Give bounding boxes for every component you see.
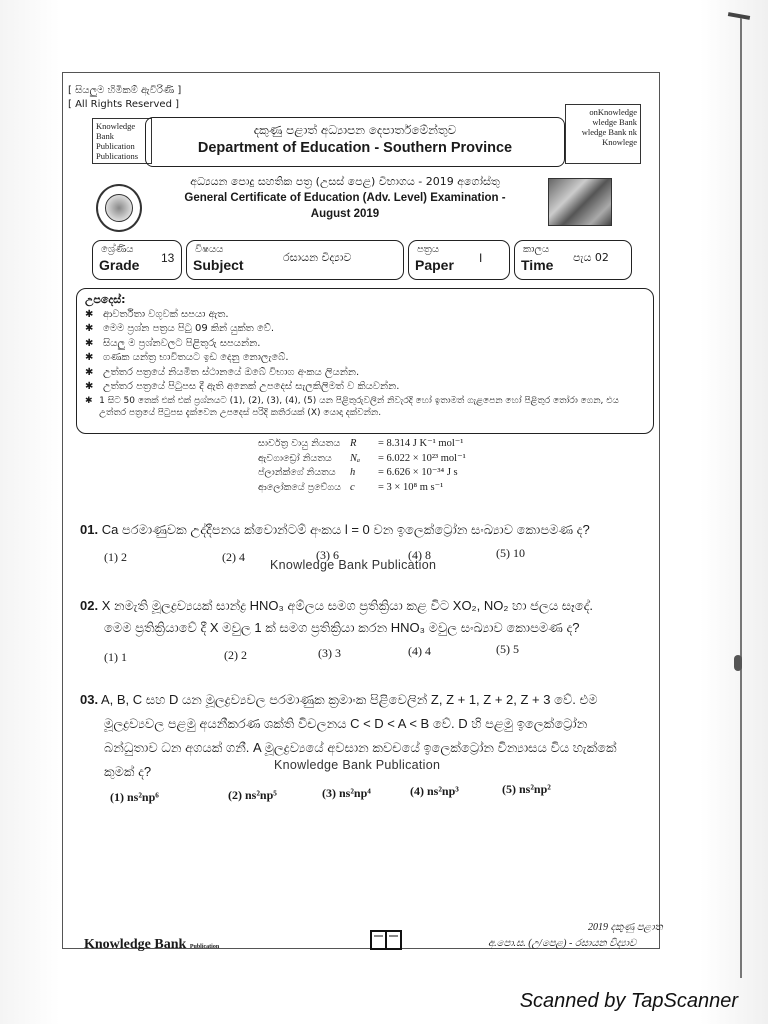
- instruction-item: ✱ ගණක යන්ත්‍ර භාවිතයට ඉඩ දෙනු නොලැබේ.: [85, 352, 289, 363]
- q2-option-4: (4) 4: [408, 644, 431, 658]
- grade-value: 13: [161, 251, 175, 265]
- footer-subject: අ.පො.ස. (උ/පෙළ) - රසායන විද්‍යාව: [488, 938, 637, 949]
- constant-row: ප්ලාන්ක්ගේ නියතය h = 6.626 × 10⁻³⁴ J s: [258, 467, 458, 478]
- footer-year-province: 2019 දකුණු පළාත: [588, 922, 663, 933]
- question-1: 01. Ca පරමාණුවක උද්දීපනය ක්වොන්ටම් අංකය l = 0 වන ඉලෙක්ට්‍රෝන සංඛ්‍යාව කොපමණ ද?: [80, 522, 590, 537]
- instructions-title: උපදෙස්:: [85, 293, 126, 306]
- q2-option-1: (1) 1: [104, 650, 127, 664]
- publisher-footer: Knowledge Bank Publication: [84, 937, 220, 952]
- subject-box: [186, 240, 404, 280]
- department-sinhala: දකුණු පළාත් අධ්‍යාපන දෙපාර්තමේන්තුව: [253, 123, 457, 137]
- department-header: [145, 117, 565, 167]
- question-3-line-2: මූලද්‍රව්‍යවල පළමු අයනීකරණ ශක්ති විචලනය C < D < A < B වේ. D හි පළමු ඉලෙක්ට්‍රෝන: [104, 716, 588, 731]
- q2-option-5: (5) 5: [496, 642, 519, 656]
- subject-label-si: විෂයය: [195, 244, 224, 255]
- scanner-watermark: Scanned by TapScanner: [519, 990, 738, 1012]
- instruction-item: ✱ මෙම ප්‍රශ්න පත්‍රය පිටු 09 කින් යුක්ත වේ.: [85, 323, 275, 334]
- q2-option-3: (3) 3: [318, 646, 341, 660]
- subject-value: රසායන විද්‍යාව: [283, 251, 352, 264]
- instruction-item: ✱ උත්තර පත්‍රයේ නියමිත ස්ථානයේ ඔබේ විභාග අංකය ලියන්න.: [85, 366, 360, 378]
- q1-option-3: (3) 6: [316, 548, 339, 562]
- exam-title-english-2: August 2019: [310, 208, 380, 220]
- paper-label-en: Paper: [415, 257, 454, 273]
- instruction-item: ✱ ආවර්තිතා වගුවක් සපයා ඇත.: [85, 308, 229, 320]
- constant-row: සාර්වත්‍ර වායු නියතය R = 8.314 J K⁻¹ mol⁻¹: [258, 438, 464, 449]
- q3-option-4: (4) ns²np³: [410, 784, 459, 798]
- q1-option-4: (4) 8: [408, 548, 431, 562]
- q1-option-2: (2) 4: [222, 550, 245, 564]
- government-emblem-icon: [96, 184, 142, 232]
- page-edge-line: [740, 18, 742, 978]
- paper-value: I: [479, 251, 483, 265]
- q3-option-2: (2) ns²np⁵: [228, 788, 277, 802]
- question-3-line-1: 03. A, B, C සහ D යන මූලද්‍රව්‍යවල පරමාණුක ක්‍රමාංක පිළිවෙලින් Z, Z + 1, Z + 2, Z + 3 වේ. එම: [80, 692, 598, 707]
- subject-label-en: Subject: [193, 257, 244, 273]
- rights-english: [ All Rights Reserved ]: [68, 99, 180, 110]
- side-box-right: onKnowledge wledge Bank wledge Bank nk Knowlege: [565, 104, 641, 164]
- question-3-line-4: කුමක් ද?: [104, 764, 152, 779]
- q2-option-2: (2) 2: [224, 648, 247, 662]
- book-icon: [370, 930, 402, 950]
- time-box: [514, 240, 632, 280]
- side-box-left: Knowledge Bank Publication Publications: [92, 118, 152, 164]
- q3-option-5: (5) ns²np²: [502, 782, 551, 796]
- grade-label-si: ශ්‍රේණිය: [101, 244, 134, 255]
- exam-title-sinhala: අධ්‍යයන පොදු සහතික පත්‍ර (උසස් පෙළ) විභාගය - 2019 අගෝස්තු: [190, 175, 500, 188]
- instruction-item: ✱ සියලු ම ප්‍රශ්නවලට පිළිතුරු සපයන්න.: [85, 337, 261, 349]
- department-english: Department of Education - Southern Province: [197, 140, 513, 156]
- question-3-line-3: බන්ධුතාව ධන අගයක් ගනී. A මූලද්‍රව්‍යයේ අවසාන කවචයේ ඉලෙක්ට්‍රෝන වින්‍යාසය විය හැක්කේ: [104, 740, 617, 755]
- q1-option-1: (1) 2: [104, 550, 127, 564]
- instruction-item: ✱ උත්තර පත්‍රයේ පිටුපස දී ඇති අනෙක් උපදෙස් සැලකිලිමත් ව කියවන්න.: [85, 381, 400, 392]
- watermark: Knowledge Bank Publication: [270, 558, 437, 572]
- q1-option-5: (5) 10: [496, 546, 525, 560]
- paper-label-si: පත්‍රය: [417, 244, 440, 255]
- question-2-line-1: 02. X නමැති මූලද්‍රව්‍යයක් සාන්ද්‍ර HNO₃ අම්ලය සමග ප්‍රතික්‍රියා කළ විට XO₂, NO₂ හා ජලය සෑදේ.: [80, 598, 593, 613]
- exam-title: [150, 175, 540, 235]
- instructions-box: [76, 288, 654, 434]
- grade-label-en: Grade: [99, 257, 140, 273]
- question-2-line-2: මෙම ප්‍රතික්‍රියාවේ දී X මවුල 1 ක් සමග ප්‍රතික්‍රියා කරන HNO₃ මවුල සංඛ්‍යාව කොපමණ ද?: [104, 620, 580, 635]
- rights-sinhala: [ සියලුම හිමිකම් ඇවිරිණි ]: [68, 85, 182, 96]
- exam-title-english-1: General Certificate of Education (Adv. Level) Examination -: [184, 192, 506, 204]
- paper-box: [408, 240, 510, 280]
- constant-row: ආලෝකයේ ප්‍රවේගය c = 3 × 10⁸ m s⁻¹: [258, 481, 444, 493]
- time-value: පැය 02: [573, 251, 609, 264]
- constants-list: [258, 437, 518, 495]
- watermark: Knowledge Bank Publication: [274, 758, 441, 772]
- constant-row: ඇවගාඩ්‍රෝ නියතය Nₐ = 6.022 × 10²³ mol⁻¹: [258, 452, 466, 464]
- time-label-si: කාලය: [523, 244, 550, 255]
- instruction-item: ✱ 1 සිට 50 තෙක් එක් එක් ප්‍රශ්නයට (1), (2), (3), (4), (5) යන පිළිතුරුවලින් නිවැරදි හෝ ඉතාමත් ගැළපෙන හෝ පිළිතුර තෝරා ගෙන, එය උත්තර පත්‍රයේ පිටුපස දැක්වෙන උපදෙස් පරිදි කතිරයක් (X) යොදා දක්වන්න.: [85, 395, 619, 418]
- time-label-en: Time: [521, 257, 554, 273]
- grade-box: [92, 240, 182, 280]
- binder-hole-mark: [734, 655, 742, 671]
- province-logo-icon: [548, 178, 612, 226]
- q3-option-3: (3) ns²np⁴: [322, 786, 371, 800]
- q3-option-1: (1) ns²np⁶: [110, 790, 159, 804]
